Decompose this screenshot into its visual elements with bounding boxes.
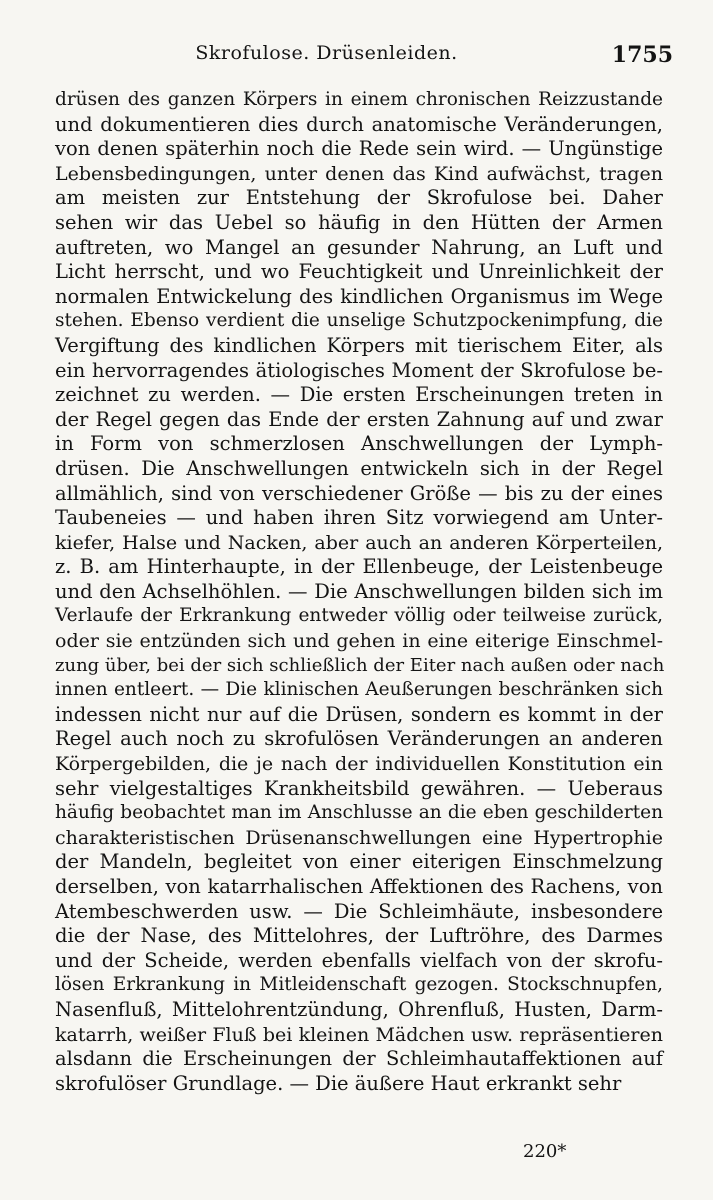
text-line: stehen. Ebenso verdient die unselige Schutzpockenimpfung, die bbox=[55, 310, 663, 332]
page-number: 1755 bbox=[611, 42, 673, 68]
text-line: charakteristischen Drüsenanschwellungen eine Hypertrophie bbox=[55, 826, 663, 849]
text-line: innen entleert. — Die klinischen Aeußerungen beschränken sich bbox=[55, 679, 663, 701]
text-line: am meisten zur Entstehung der Skrofulose bei. Daher bbox=[55, 186, 663, 210]
text-line: der Mandeln, begleitet von einer eiterigen Einschmelzung bbox=[55, 850, 663, 874]
text-line: von denen späterhin noch die Rede sein wird. — Ungünstige bbox=[55, 137, 663, 161]
text-line: drüsen des ganzen Körpers in einem chronischen Reizzustande bbox=[55, 89, 663, 110]
text-line: oder sie entzünden sich und gehen in eine eiterige Einschmel- bbox=[55, 630, 663, 653]
text-line: lösen Erkrankung in Mitleidenschaft gezogen. Stockschnupfen, bbox=[55, 974, 663, 996]
text-line: Atembeschwerden usw. — Die Schleimhäute, insbesondere bbox=[55, 899, 663, 923]
body-text bbox=[55, 88, 663, 1096]
text-line: Taubeneies — und haben ihren Sitz vorwiegend am Unter- bbox=[55, 506, 663, 530]
text-line: sehr vielgestaltiges Krankheitsbild gewähren. — Ueberaus bbox=[55, 776, 663, 800]
text-line: allmählich, sind von verschiedener Größe — bis zu der eines bbox=[55, 481, 663, 505]
text-line: Verlaufe der Erkrankung entweder völlig oder teilweise zurück, bbox=[55, 605, 663, 627]
text-line: zeichnet zu werden. — Die ersten Erscheinungen treten in bbox=[55, 383, 663, 407]
text-line: auftreten, wo Mangel an gesunder Nahrung, an Luft und bbox=[55, 235, 663, 259]
text-line: häufig beobachtet man im Anschlusse an die eben geschilderten bbox=[55, 802, 663, 824]
text-line: derselben, von katarrhalischen Affektionen des Rachens, von bbox=[55, 875, 663, 898]
text-line: Lebensbedingungen, unter denen das Kind aufwächst, tragen bbox=[55, 162, 663, 185]
text-line: alsdann die Erscheinungen der Schleimhautaffektionen auf bbox=[55, 1047, 663, 1071]
text-line: und den Achselhöhlen. — Die Anschwellungen bilden sich im bbox=[55, 579, 663, 603]
text-line: sehen wir das Uebel so häufig in den Hütten der Armen bbox=[55, 210, 663, 234]
text-line: skrofulöser Grundlage. — Die äußere Haut erkrankt sehr bbox=[55, 1071, 622, 1095]
running-head: Skrofulose. Drüsenleiden. bbox=[195, 42, 458, 64]
printer-signature: 220* bbox=[523, 1141, 567, 1162]
text-line: ein hervorragendes ätiologisches Moment der Skrofulose be- bbox=[55, 358, 663, 382]
text-line: der Regel gegen das Ende der ersten Zahnung auf und zwar bbox=[55, 407, 663, 431]
text-line: und dokumentieren dies durch anatomische Veränderungen, bbox=[55, 112, 663, 136]
text-line: die der Nase, des Mittelohres, der Luftröhre, des Darmes bbox=[55, 924, 663, 948]
text-line: drüsen. Die Anschwellungen entwickeln sich in der Regel bbox=[55, 456, 663, 480]
text-line: z. B. am Hinterhaupte, in der Ellenbeuge, der Leistenbeuge bbox=[55, 555, 663, 579]
text-line: Regel auch noch zu skrofulösen Veränderungen an anderen bbox=[55, 727, 663, 751]
text-line: indessen nicht nur auf die Drüsen, sondern es kommt in der bbox=[55, 702, 663, 726]
text-line: Körpergebilden, die je nach der individuellen Konstitution ein bbox=[55, 753, 663, 776]
text-line: in Form von schmerzlosen Anschwellungen der Lymph- bbox=[55, 432, 663, 456]
text-line: kiefer, Halse und Nacken, aber auch an anderen Körperteilen, bbox=[55, 531, 663, 554]
text-line: katarrh, weißer Fluß bei kleinen Mädchen usw. repräsentieren bbox=[55, 1023, 663, 1046]
text-line: zung über, bei der sich schließlich der Eiter nach außen oder nach bbox=[55, 654, 665, 676]
text-line: Nasenfluß, Mittelohrentzündung, Ohrenfluß, Husten, Darm- bbox=[55, 997, 663, 1021]
text-line: Vergiftung des kindlichen Körpers mit tierischem Eiter, als bbox=[55, 333, 663, 357]
text-line: Licht herrscht, und wo Feuchtigkeit und Unreinlichkeit der bbox=[55, 260, 663, 284]
text-line: normalen Entwickelung des kindlichen Organismus im Wege bbox=[55, 284, 663, 308]
text-line: und der Scheide, werden ebenfalls vielfach von der skrofu- bbox=[55, 948, 663, 972]
page-header bbox=[60, 42, 673, 76]
